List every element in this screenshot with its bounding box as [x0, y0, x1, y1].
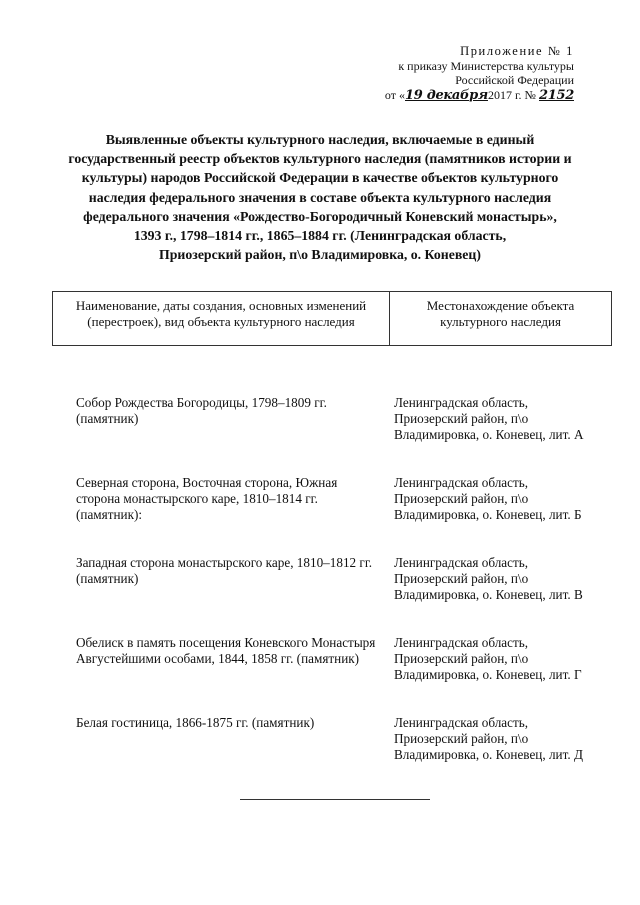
- table-row: [76, 715, 586, 795]
- object-location: Ленинградская область, Приозерский район, п\о Владимировка, о. Коневец, лит. А: [394, 395, 584, 442]
- column-header-name: Наименование, даты создания, основных изменений (перестроек), вид объекта культурного наследия: [53, 292, 390, 345]
- order-date-line: [364, 88, 574, 104]
- handwritten-order-number: 2152: [539, 87, 574, 103]
- heading-line: государственный реестр объектов культурного наследия (памятников истории и: [68, 151, 572, 167]
- handwritten-date: 19 декабря: [405, 87, 488, 103]
- object-name: Собор Рождества Богородицы, 1798–1809 гг. (памятник): [76, 395, 327, 426]
- object-location: Ленинградская область, Приозерский район, п\о Владимировка, о. Коневец, лит. В: [394, 555, 583, 602]
- heading-line: федерального значения «Рождество-Богородичный Коневский монастырь»,: [83, 208, 557, 224]
- object-name: Западная сторона монастырского каре, 1810–1812 гг. (памятник): [76, 555, 373, 586]
- appendix-title: Приложение № 1: [460, 44, 574, 58]
- appendix-block: [364, 44, 574, 103]
- table-row: [76, 475, 586, 555]
- appendix-line-federation: Российской Федерации: [455, 73, 574, 87]
- order-prefix: от «: [384, 87, 405, 102]
- heading-line: культуры) народов Российской Федерации в качестве объектов культурного: [81, 170, 559, 186]
- object-name: Белая гостиница, 1866-1875 гг. (памятник): [76, 715, 315, 730]
- object-location: Ленинградская область, Приозерский район, п\о Владимировка, о. Коневец, лит. Г: [394, 635, 582, 682]
- column-header-location: Местонахождение объекта культурного наследия: [426, 298, 575, 329]
- table-row: [76, 635, 586, 715]
- heading-line: Выявленные объекты культурного наследия, включаемые в единый: [105, 132, 535, 147]
- table-row: [76, 395, 586, 475]
- object-location: Ленинградская область, Приозерский район, п\о Владимировка, о. Коневец, лит. Б: [394, 475, 582, 522]
- heading-line: наследия федерального значения в составе объекта культурного наследия: [88, 189, 552, 205]
- object-location: Ленинградская область, Приозерский район, п\о Владимировка, о. Коневец, лит. Д: [394, 715, 583, 762]
- appendix-line-ministry: к приказу Министерства культуры: [398, 58, 574, 73]
- order-year: 2017 г. №: [487, 87, 537, 102]
- object-name: Обелиск в память посещения Коневского Монастыря Августейшими особами, 1844, 1858 гг. (памятник): [76, 635, 376, 666]
- objects-list: [76, 395, 586, 795]
- document-heading: [52, 130, 588, 264]
- closing-divider: [240, 799, 430, 800]
- heading-line: 1393 г., 1798–1814 гг., 1865–1884 гг. (Ленинградская область,: [133, 228, 507, 244]
- table-header: [52, 291, 612, 346]
- object-name: Северная сторона, Восточная сторона, Южная сторона монастырского каре, 1810–1814 гг. (памятник):: [76, 475, 338, 522]
- heading-line: Приозерский район, п\о Владимировка, о. Коневец): [159, 247, 481, 263]
- table-row: [76, 555, 586, 635]
